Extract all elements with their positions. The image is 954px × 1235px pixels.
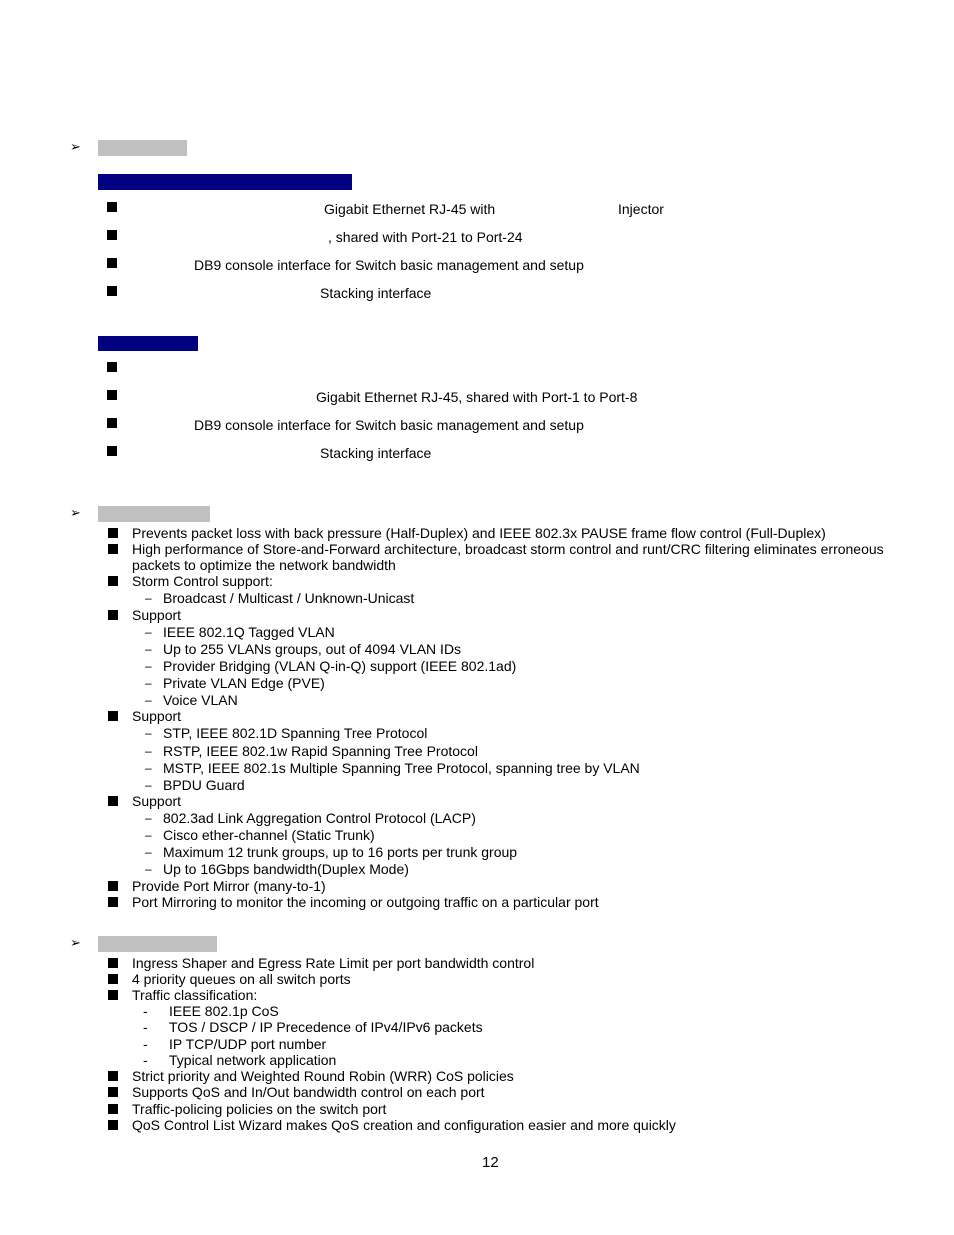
bullet-square-icon <box>108 528 118 538</box>
bullet-square-icon <box>108 796 118 806</box>
section-arrow-icon: ➢ <box>70 935 81 950</box>
hyphen-icon: - <box>143 1019 148 1035</box>
bullet-square-icon <box>108 1071 118 1081</box>
section-heading-redacted <box>98 936 217 952</box>
model-a-heading-bar <box>98 174 352 190</box>
classification-subitem-3: IP TCP/UDP port number <box>169 1036 327 1052</box>
l2-item-1-text: Prevents packet loss with back pressure (Half-Duplex) and IEEE 802.3x PAUSE frame flow control (Full-Duplex) <box>132 525 826 541</box>
model-b-heading-bar <box>98 336 198 351</box>
vlan-subitem-3: Provider Bridging (VLAN Q-in-Q) support (IEEE 802.1ad) <box>163 658 517 674</box>
model-a-item-3-text: DB9 console interface for Switch basic management and setup <box>194 257 584 273</box>
l2-item-5-text: Support <box>132 708 182 724</box>
model-b-item-2-text: Gigabit Ethernet RJ-45, shared with Port-1 to Port-8 <box>316 389 638 405</box>
bullet-square-icon <box>108 1104 118 1114</box>
bullet-square-icon <box>108 974 118 984</box>
bullet-square-icon <box>108 897 118 907</box>
l2-item-3-text: Storm Control support: <box>132 573 273 589</box>
dash-icon: – <box>145 744 152 758</box>
bullet-square-icon <box>108 1120 118 1130</box>
storm-subitem-1: Broadcast / Multicast / Unknown-Unicast <box>163 590 415 606</box>
bullet-square-icon <box>107 418 117 428</box>
classification-subitem-2: TOS / DSCP / IP Precedence of IPv4/IPv6 packets <box>169 1019 483 1035</box>
bullet-square-icon <box>108 610 118 620</box>
bullet-square-icon <box>107 362 117 372</box>
dash-icon: – <box>145 811 152 825</box>
dash-icon: – <box>145 845 152 859</box>
dash-icon: – <box>145 778 152 792</box>
l2-item-2-text-line1: High performance of Store-and-Forward architecture, broadcast storm control and runt/CRC filtering eliminates erroneous <box>132 541 884 557</box>
bullet-square-icon <box>108 990 118 1000</box>
dash-icon: – <box>145 591 152 605</box>
l2-item-4-text: Support <box>132 607 182 623</box>
dash-icon: – <box>145 693 152 707</box>
bullet-square-icon <box>107 286 117 296</box>
section-arrow-icon: ➢ <box>70 505 81 520</box>
dash-icon: – <box>145 676 152 690</box>
bullet-square-icon <box>107 202 117 212</box>
dash-icon: – <box>145 862 152 876</box>
bullet-square-icon <box>108 1087 118 1097</box>
l2-item-2-text-line2: packets to optimize the network bandwidth <box>132 557 396 573</box>
dash-icon: – <box>145 761 152 775</box>
vlan-subitem-5: Voice VLAN <box>163 692 238 708</box>
hyphen-icon: - <box>143 1052 148 1068</box>
bullet-square-icon <box>108 958 118 968</box>
bullet-square-icon <box>108 576 118 586</box>
qos-item-3-text: Traffic classification: <box>132 987 258 1003</box>
section-heading-redacted <box>98 506 210 522</box>
bullet-square-icon <box>108 544 118 554</box>
hyphen-icon: - <box>143 1003 148 1019</box>
model-b-item-4-text: Stacking interface <box>320 445 432 461</box>
trunk-subitem-2: Cisco ether-channel (Static Trunk) <box>163 827 375 843</box>
model-a-item-1-text: Gigabit Ethernet RJ-45 with <box>324 201 496 217</box>
l2-item-8-text: Port Mirroring to monitor the incoming or outgoing traffic on a particular port <box>132 894 599 910</box>
dash-icon: – <box>145 625 152 639</box>
section-heading-redacted <box>98 140 187 156</box>
trunk-subitem-4: Up to 16Gbps bandwidth(Duplex Mode) <box>163 861 409 877</box>
dash-icon: – <box>145 726 152 740</box>
model-a-item-2-text: , shared with Port-21 to Port-24 <box>328 229 523 245</box>
bullet-square-icon <box>108 881 118 891</box>
stp-subitem-3: MSTP, IEEE 802.1s Multiple Spanning Tree Protocol, spanning tree by VLAN <box>163 760 640 776</box>
trunk-subitem-3: Maximum 12 trunk groups, up to 16 ports per trunk group <box>163 844 518 860</box>
l2-item-6-text: Support <box>132 793 182 809</box>
vlan-subitem-2: Up to 255 VLANs groups, out of 4094 VLAN IDs <box>163 641 462 657</box>
qos-item-7-text: QoS Control List Wizard makes QoS creation and configuration easier and more quickly <box>132 1117 676 1133</box>
qos-item-1-text: Ingress Shaper and Egress Rate Limit per port bandwidth control <box>132 955 535 971</box>
bullet-square-icon <box>107 390 117 400</box>
classification-subitem-4: Typical network application <box>169 1052 337 1068</box>
stp-subitem-2: RSTP, IEEE 802.1w Rapid Spanning Tree Protocol <box>163 743 478 759</box>
stp-subitem-1: STP, IEEE 802.1D Spanning Tree Protocol <box>163 725 428 741</box>
qos-item-4-text: Strict priority and Weighted Round Robin (WRR) CoS policies <box>132 1068 514 1084</box>
hyphen-icon: - <box>143 1036 148 1052</box>
bullet-square-icon <box>107 446 117 456</box>
page-number: 12 <box>482 1154 499 1171</box>
model-a-item-4-text: Stacking interface <box>320 285 432 301</box>
model-a-item-1-text-2: Injector <box>618 201 664 217</box>
classification-subitem-1: IEEE 802.1p CoS <box>169 1003 279 1019</box>
qos-item-5-text: Supports QoS and In/Out bandwidth control on each port <box>132 1084 485 1100</box>
dash-icon: – <box>145 828 152 842</box>
vlan-subitem-4: Private VLAN Edge (PVE) <box>163 675 325 691</box>
qos-item-6-text: Traffic-policing policies on the switch port <box>132 1101 387 1117</box>
section-arrow-icon: ➢ <box>70 139 81 154</box>
dash-icon: – <box>145 642 152 656</box>
qos-item-2-text: 4 priority queues on all switch ports <box>132 971 351 987</box>
dash-icon: – <box>145 659 152 673</box>
l2-item-7-text: Provide Port Mirror (many-to-1) <box>132 878 326 894</box>
bullet-square-icon <box>108 711 118 721</box>
bullet-square-icon <box>107 230 117 240</box>
model-b-item-3-text: DB9 console interface for Switch basic management and setup <box>194 417 584 433</box>
bullet-square-icon <box>107 258 117 268</box>
stp-subitem-4: BPDU Guard <box>163 777 245 793</box>
trunk-subitem-1: 802.3ad Link Aggregation Control Protocol (LACP) <box>163 810 476 826</box>
vlan-subitem-1: IEEE 802.1Q Tagged VLAN <box>163 624 335 640</box>
